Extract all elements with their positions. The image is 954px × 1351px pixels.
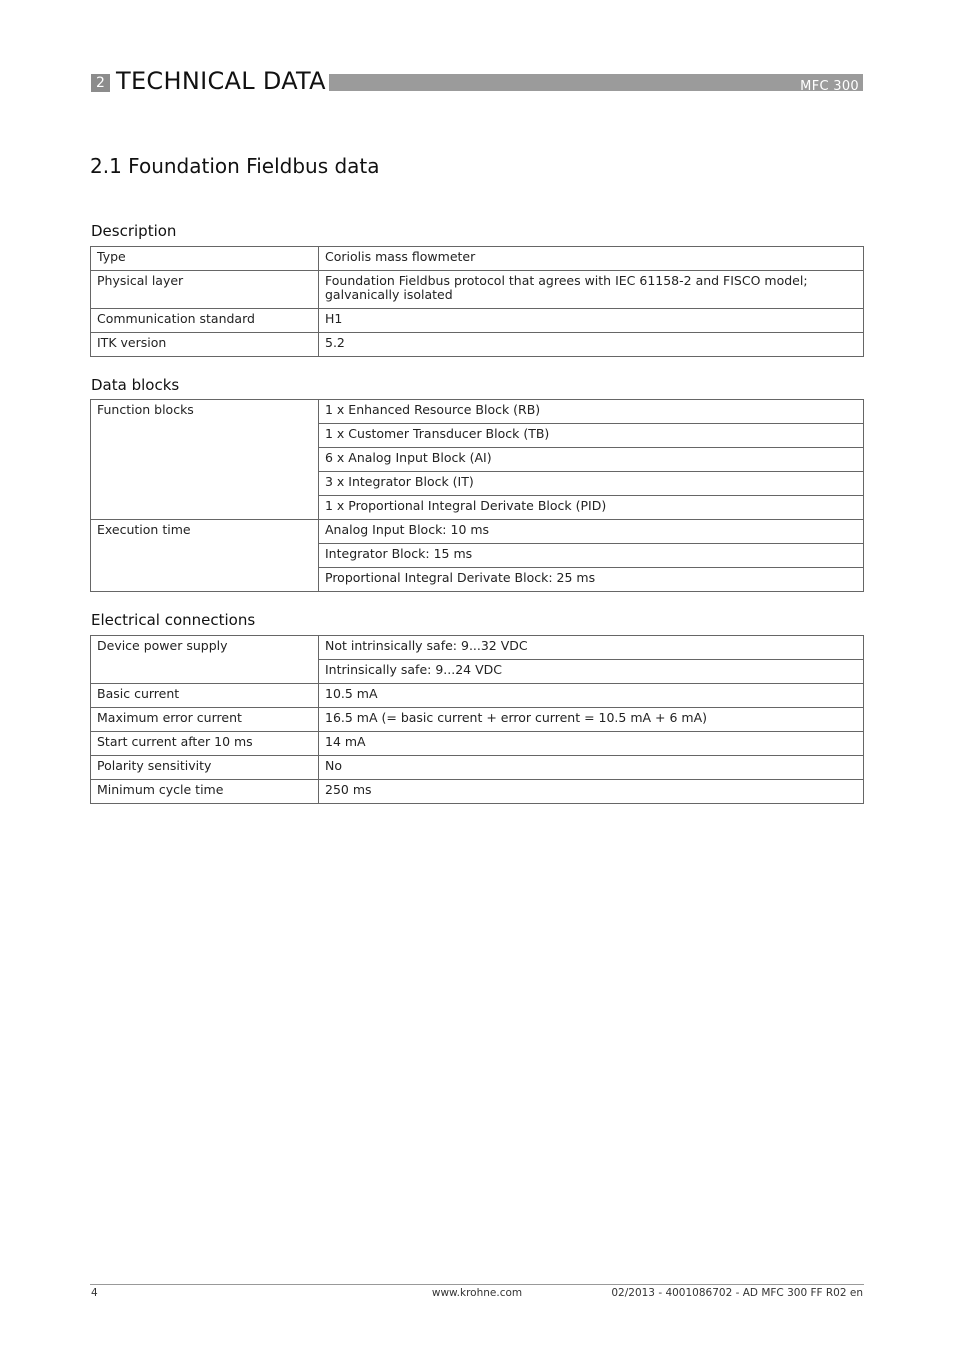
row-value: 6 x Analog Input Block (AI) [319, 448, 864, 472]
table-row [91, 636, 864, 660]
row-value: Coriolis mass flowmeter [319, 247, 864, 271]
row-value: 1 x Proportional Integral Derivate Block (PID) [319, 496, 864, 520]
chapter-title: TECHNICAL DATA [116, 67, 326, 95]
row-value: Analog Input Block: 10 ms [319, 520, 864, 544]
table-row [91, 309, 864, 333]
row-label: Execution time [91, 520, 319, 592]
row-value: 5.2 [319, 333, 864, 357]
table-row [91, 756, 864, 780]
table-row [91, 247, 864, 271]
page-header [91, 67, 863, 95]
footer-divider [90, 1284, 864, 1285]
table-row [91, 780, 864, 804]
table-row [91, 400, 864, 424]
row-label: Basic current [91, 684, 319, 708]
data-blocks-table [90, 399, 864, 592]
row-label: ITK version [91, 333, 319, 357]
row-value [319, 271, 864, 309]
footer-doc-ref: 02/2013 - 4001086702 - AD MFC 300 FF R02 en [611, 1287, 863, 1299]
row-value: 250 ms [319, 780, 864, 804]
page-number: 4 [91, 1287, 98, 1299]
row-label: Type [91, 247, 319, 271]
table-row [91, 333, 864, 357]
data-blocks-heading: Data blocks [91, 376, 180, 394]
row-value-line: galvanically isolated [325, 287, 453, 302]
table-row [91, 520, 864, 544]
description-table [90, 246, 864, 357]
table-row [91, 684, 864, 708]
row-value: Proportional Integral Derivate Block: 25 ms [319, 568, 864, 592]
row-value: 3 x Integrator Block (IT) [319, 472, 864, 496]
row-value: 16.5 mA (= basic current + error current = 10.5 mA + 6 mA) [319, 708, 864, 732]
row-value: 1 x Customer Transducer Block (TB) [319, 424, 864, 448]
table-row [91, 732, 864, 756]
row-value: Integrator Block: 15 ms [319, 544, 864, 568]
row-label: Function blocks [91, 400, 319, 520]
row-value: Not intrinsically safe: 9...32 VDC [319, 636, 864, 660]
row-label: Polarity sensitivity [91, 756, 319, 780]
table-row [91, 708, 864, 732]
row-value: H1 [319, 309, 864, 333]
row-label: Minimum cycle time [91, 780, 319, 804]
row-label: Communication standard [91, 309, 319, 333]
chapter-number: 2 [91, 74, 110, 92]
table-row [91, 271, 864, 309]
row-value: Intrinsically safe: 9...24 VDC [319, 660, 864, 684]
section-title: 2.1 Foundation Fieldbus data [90, 154, 380, 178]
row-label: Device power supply [91, 636, 319, 684]
chapter-bar [329, 74, 863, 94]
model-label: MFC 300 [800, 79, 859, 94]
electrical-table [90, 635, 864, 804]
row-label: Maximum error current [91, 708, 319, 732]
row-value: 14 mA [319, 732, 864, 756]
description-heading: Description [91, 222, 177, 240]
row-label: Physical layer [91, 271, 319, 309]
row-label: Start current after 10 ms [91, 732, 319, 756]
row-value-line: Foundation Fieldbus protocol that agrees with IEC 61158-2 and FISCO model; [325, 273, 808, 288]
electrical-heading: Electrical connections [91, 611, 256, 629]
row-value: No [319, 756, 864, 780]
row-value: 10.5 mA [319, 684, 864, 708]
footer-website[interactable]: www.krohne.com [431, 1287, 523, 1299]
row-value: 1 x Enhanced Resource Block (RB) [319, 400, 864, 424]
